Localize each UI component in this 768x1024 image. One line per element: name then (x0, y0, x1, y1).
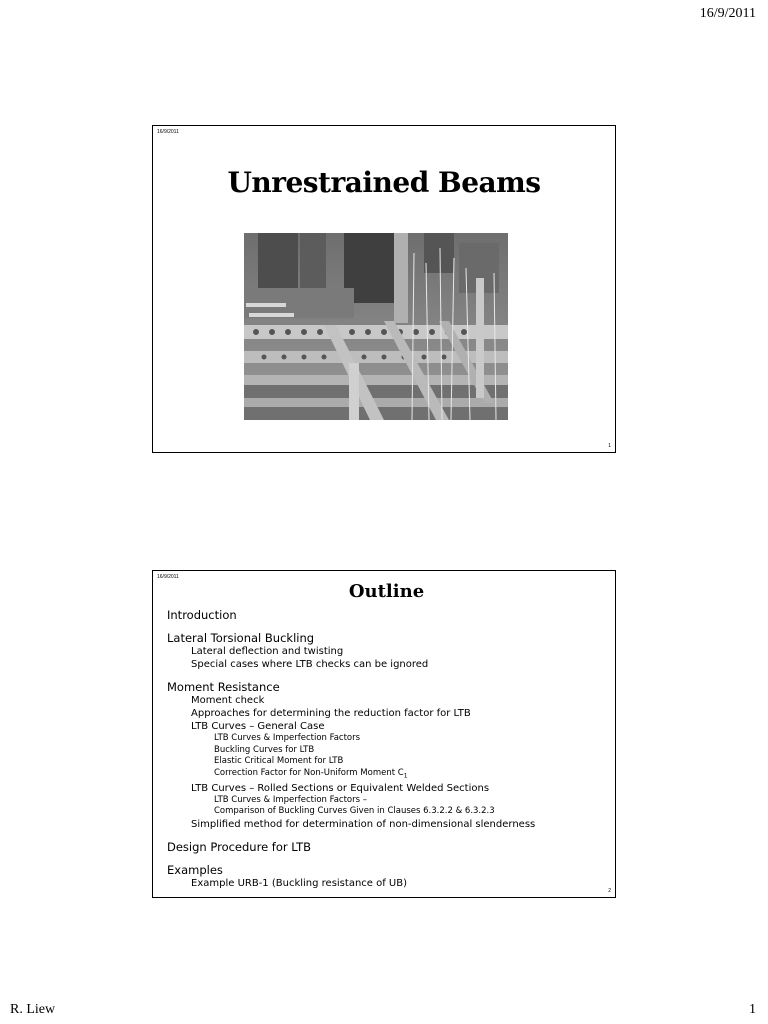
outline-subitem: LTB Curves & Imperfection Factors (214, 733, 361, 743)
footer-page-number: 1 (749, 1002, 756, 1017)
footer-author: R. Liew (10, 1002, 56, 1017)
outline-item: Simplified method for determination of non-dimensional slenderness (191, 818, 536, 830)
outline-section-moment-resistance: Moment Resistance (167, 680, 280, 694)
page-date: 16/9/2011 (699, 6, 756, 21)
outline-section-ltb: Lateral Torsional Buckling (167, 631, 315, 645)
outline-subitem: Comparison of Buckling Curves Given in Clauses 6.3.2.2 & 6.3.2.3 (214, 806, 495, 817)
outline-subitem: LTB Curves & Imperfection Factors – (214, 794, 368, 805)
c1-subscript: 1 (403, 772, 408, 780)
outline-section-design-procedure: Design Procedure for LTB (167, 839, 312, 854)
slide-2-date: 16/9/2011 (157, 574, 179, 580)
slide-1 (152, 125, 616, 453)
outline-list (167, 608, 607, 890)
steel-beams-photo (244, 233, 508, 420)
slide-1-date: 16/9/2011 (157, 129, 179, 135)
outline-item: Example URB-1 (Buckling resistance of UB) (191, 877, 408, 889)
slide-1-number: 1 (608, 443, 611, 449)
outline-section-introduction: Introduction (167, 608, 237, 622)
outline-item: Approaches for determining the reduction factor for LTB (191, 708, 471, 719)
slide-2-title: Outline (348, 581, 425, 602)
slide-2-number: 2 (608, 888, 611, 894)
outline-section-examples: Examples (167, 862, 223, 877)
slide-2 (152, 570, 616, 898)
outline-subitem-text: Correction Factor for Non-Uniform Moment C (214, 767, 404, 778)
outline-item: Moment check (191, 695, 265, 706)
outline-item: LTB Curves – Rolled Sections or Equivalent Welded Sections (191, 782, 490, 794)
steel-beams-photo-graphic (244, 233, 508, 420)
outline-item: LTB Curves – General Case (191, 721, 325, 732)
outline-subitem: Buckling Curves for LTB (214, 744, 315, 755)
outline-item: Lateral deflection and twisting (191, 646, 344, 657)
outline-subitem-correction-factor (167, 768, 607, 782)
outline-subitem: Elastic Critical Moment for LTB (214, 756, 344, 766)
outline-item: Special cases where LTB checks can be ignored (191, 659, 429, 670)
slide-1-title: Unrestrained Beams (227, 166, 541, 199)
